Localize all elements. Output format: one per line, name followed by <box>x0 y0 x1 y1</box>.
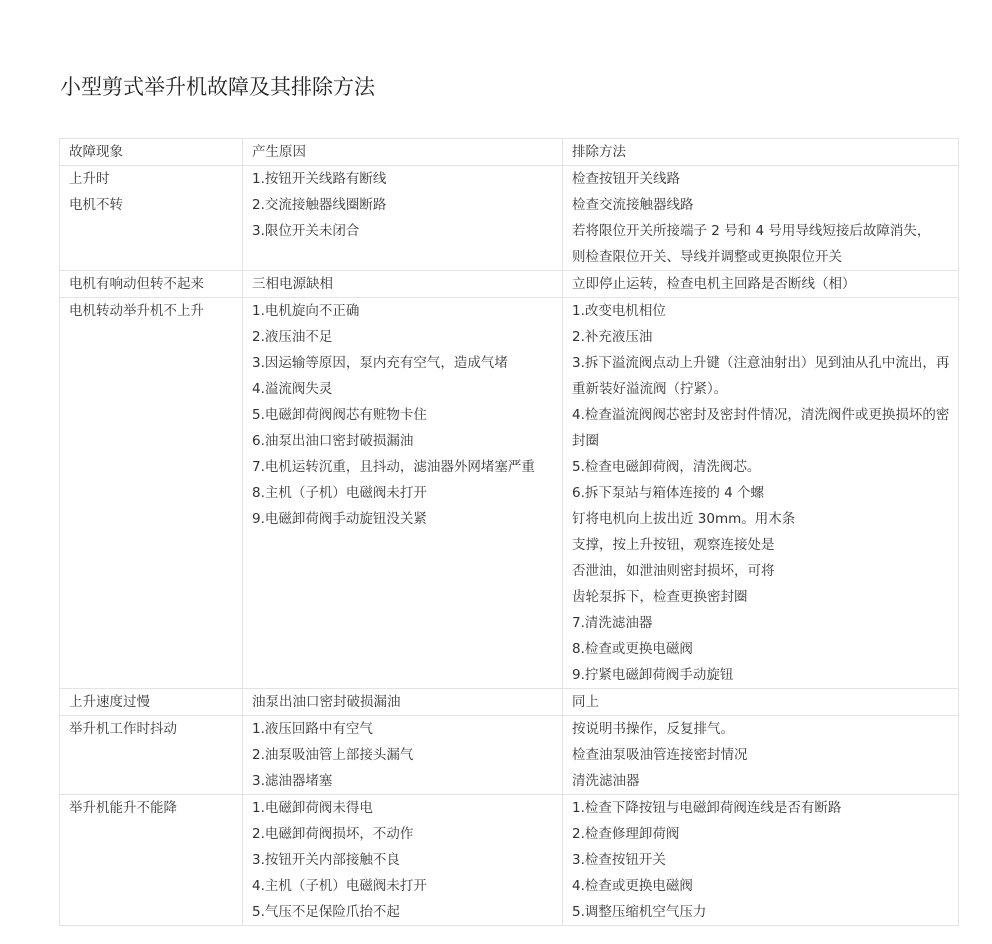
symptom-line: 电机不转 <box>69 197 123 213</box>
cause-line: 2.油泵吸油管上部接头漏气 <box>252 747 414 763</box>
remedy-line: 则检查限位开关、导线并调整或更换限位开关 <box>572 249 842 265</box>
remedy-line: 2.检查修理卸荷阀 <box>572 826 680 842</box>
cause-line: 4.溢流阀失灵 <box>252 381 333 397</box>
remedy-line: 齿轮泵拆下，检查更换密封圈 <box>572 589 748 605</box>
header-symptom: 故障现象 <box>60 139 243 166</box>
cause-cell <box>243 716 563 795</box>
remedy-line: 检查按钮开关线路 <box>572 171 680 187</box>
symptom-cell <box>60 166 243 271</box>
table-row <box>60 298 959 689</box>
cause-line: 3.限位开关未闭合 <box>252 223 360 239</box>
remedy-line: 检查交流接触器线路 <box>572 197 694 213</box>
remedy-cell <box>563 689 959 716</box>
cause-cell <box>243 298 563 689</box>
cause-line: 9.电磁卸荷阀手动旋钮没关紧 <box>252 511 427 527</box>
remedy-cell <box>563 271 959 298</box>
symptom-line: 举升机能升不能降 <box>69 800 177 816</box>
cause-line: 3.按钮开关内部接触不良 <box>252 852 400 868</box>
remedy-line: 1.检查下降按钮与电磁卸荷阀连线是否有断路 <box>572 800 842 816</box>
symptom-cell <box>60 795 243 926</box>
remedy-line: 6.拆下泵站与箱体连接的 4 个螺 <box>572 485 765 501</box>
remedy-line: 3.拆下溢流阀点动上升键（注意油射出）见到油从孔中流出，再重新装好溢流阀（拧紧）。 <box>572 355 950 397</box>
symptom-line: 电机转动举升机不上升 <box>69 303 204 319</box>
remedy-line: 4.检查溢流阀阀芯密封及密封件情况，清洗阀件或更换损坏的密封圈 <box>572 407 950 449</box>
cause-line: 1.电磁卸荷阀未得电 <box>252 800 373 816</box>
cause-line: 1.电机旋向不正确 <box>252 303 360 319</box>
remedy-line: 按说明书操作，反复排气。 <box>572 721 734 737</box>
symptom-cell <box>60 716 243 795</box>
remedy-line: 钉将电机向上拔出近 30mm。用木条 <box>572 511 796 527</box>
remedy-line: 9.拧紧电磁卸荷阀手动旋钮 <box>572 667 734 683</box>
remedy-line: 同上 <box>572 694 599 710</box>
cause-line: 8.主机（子机）电磁阀未打开 <box>252 485 427 501</box>
remedy-cell <box>563 298 959 689</box>
symptom-cell <box>60 298 243 689</box>
remedy-line: 检查油泵吸油管连接密封情况 <box>572 747 748 763</box>
symptom-cell <box>60 689 243 716</box>
cause-line: 2.电磁卸荷阀损坏，不动作 <box>252 826 414 842</box>
cause-line: 2.液压油不足 <box>252 329 333 345</box>
cause-line: 1.液压回路中有空气 <box>252 721 373 737</box>
cause-line: 三相电源缺相 <box>252 276 333 292</box>
remedy-line: 5.检查电磁卸荷阀，清洗阀芯。 <box>572 459 761 475</box>
remedy-line: 5.调整压缩机空气压力 <box>572 904 707 920</box>
cause-line: 2.交流接触器线圈断路 <box>252 197 387 213</box>
table-row <box>60 689 959 716</box>
page-title: 小型剪式举升机故障及其排除方法 <box>60 75 375 99</box>
table-row <box>60 795 959 926</box>
remedy-line: 否泄油，如泄油则密封损坏，可将 <box>572 563 775 579</box>
cause-line: 5.电磁卸荷阀阀芯有赃物卡住 <box>252 407 427 423</box>
cause-line: 3.滤油器堵塞 <box>252 773 333 789</box>
cause-line: 3.因运输等原因，泵内充有空气，造成气堵 <box>252 355 508 371</box>
table-header-row <box>60 139 959 166</box>
fault-table <box>59 138 959 926</box>
header-remedy: 排除方法 <box>563 139 959 166</box>
cause-cell <box>243 795 563 926</box>
cause-cell <box>243 271 563 298</box>
remedy-line: 7.清洗滤油器 <box>572 615 653 631</box>
remedy-line: 立即停止运转，检查电机主回路是否断线（相） <box>572 276 856 292</box>
table-row <box>60 271 959 298</box>
remedy-line: 清洗滤油器 <box>572 773 640 789</box>
remedy-line: 若将限位开关所接端子 2 号和 4 号用导线短接后故障消失， <box>572 223 931 239</box>
cause-line: 1.按钮开关线路有断线 <box>252 171 387 187</box>
cause-line: 4.主机（子机）电磁阀未打开 <box>252 878 427 894</box>
remedy-line: 支撑，按上升按钮，观察连接处是 <box>572 537 775 553</box>
remedy-cell <box>563 716 959 795</box>
cause-line: 5.气压不足保险爪抬不起 <box>252 904 400 920</box>
remedy-line: 8.检查或更换电磁阀 <box>572 641 693 657</box>
cause-line: 油泵出油口密封破损漏油 <box>252 694 401 710</box>
remedy-cell <box>563 795 959 926</box>
remedy-line: 2.补充液压油 <box>572 329 653 345</box>
symptom-line: 举升机工作时抖动 <box>69 721 177 737</box>
header-cause: 产生原因 <box>243 139 563 166</box>
symptom-line: 电机有响动但转不起来 <box>69 276 204 292</box>
remedy-cell <box>563 166 959 271</box>
remedy-line: 1.改变电机相位 <box>572 303 666 319</box>
symptom-line: 上升速度过慢 <box>69 694 150 710</box>
table-row <box>60 166 959 271</box>
cause-line: 6.油泵出油口密封破损漏油 <box>252 433 414 449</box>
remedy-line: 4.检查或更换电磁阀 <box>572 878 693 894</box>
symptom-line: 上升时 <box>69 171 110 187</box>
cause-line: 7.电机运转沉重，且抖动，滤油器外网堵塞严重 <box>252 459 535 475</box>
table-row <box>60 716 959 795</box>
cause-cell <box>243 689 563 716</box>
symptom-cell <box>60 271 243 298</box>
remedy-line: 3.检查按钮开关 <box>572 852 666 868</box>
cause-cell <box>243 166 563 271</box>
